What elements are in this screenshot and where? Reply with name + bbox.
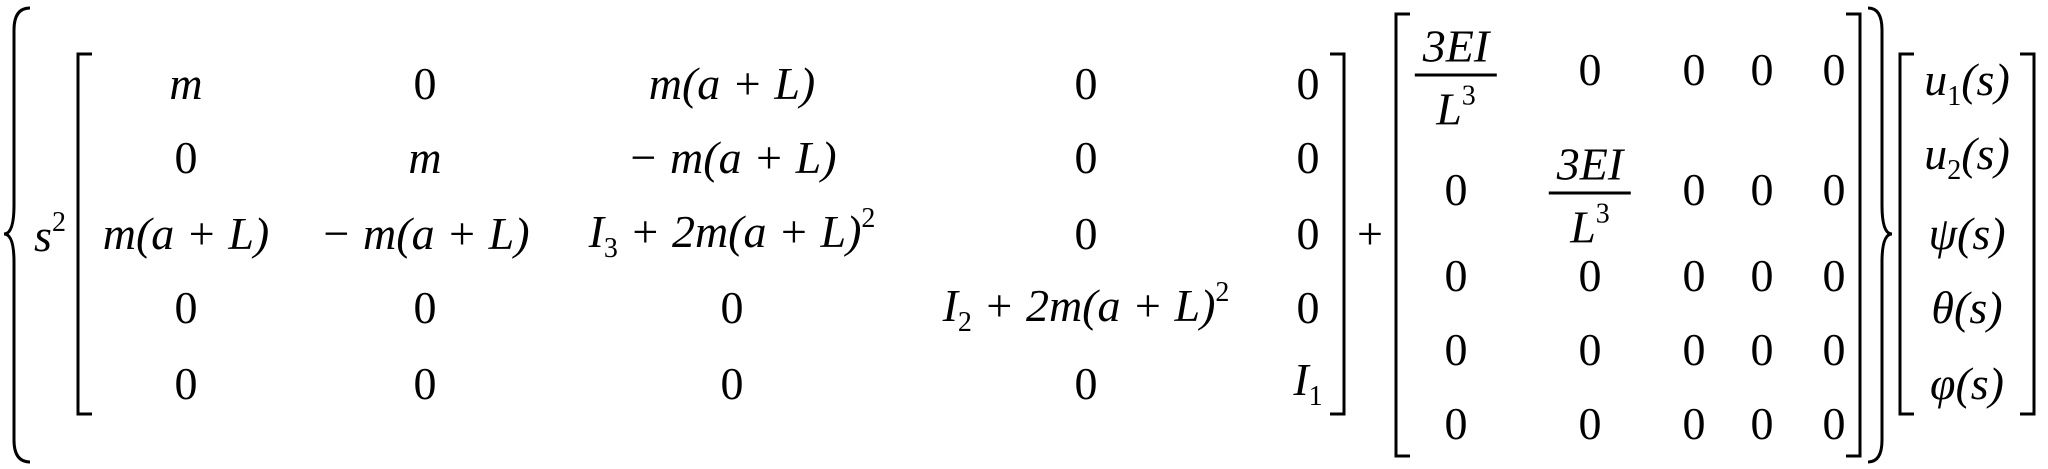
stiff-entry: 0 (1822, 164, 1846, 215)
mass-entry: 0 (1074, 208, 1098, 259)
mass-entry: 0 (174, 358, 198, 409)
vec-right-bracket (2020, 54, 2034, 414)
stiff-entry: 0 (1750, 44, 1774, 95)
vector-theta: θ(s) (1931, 282, 2003, 333)
stiff-entry: 0 (1750, 164, 1774, 215)
stiff-entry: 0 (1682, 164, 1706, 215)
mass-entry: − m(a + L) (627, 132, 837, 183)
right-brace (1868, 8, 1892, 462)
stiff-entry: 0 (1682, 44, 1706, 95)
stiff-right-bracket (1846, 14, 1860, 456)
mass-entry-i2: $I_2 + 2m(a + L)^2$ (942, 277, 1230, 338)
mass-entry: 0 (413, 58, 437, 109)
stiff-entry: 0 (1682, 398, 1706, 449)
vector-phi: φ(s) (1930, 358, 2004, 409)
mass-left-bracket (78, 54, 92, 414)
stiff-entry: 0 (1822, 398, 1846, 449)
mass-entry-i1: $I_1$ (1293, 354, 1323, 412)
stiff-entry: 0 (1682, 250, 1706, 301)
stiff-entry: 0 (1578, 44, 1602, 95)
mass-entry: m(a + L) (102, 208, 270, 259)
mass-entry: m (408, 132, 442, 183)
stiff-entry: 0 (1822, 44, 1846, 95)
vec-left-bracket (1900, 54, 1914, 414)
mass-entry: 0 (1074, 358, 1098, 409)
stiff-entry: 0 (1444, 250, 1468, 301)
stiff-entry: 0 (1578, 250, 1602, 301)
stiffness-fraction: $\frac{3EI}{L^3}$ (1549, 142, 1631, 251)
mass-entry: m (169, 58, 203, 109)
mass-entry: 0 (720, 282, 744, 333)
stiff-entry: 0 (1822, 250, 1846, 301)
plus-sign: + (1357, 208, 1383, 259)
stiff-entry: 0 (1444, 324, 1468, 375)
mass-entry: 0 (1296, 58, 1320, 109)
stiff-entry: 0 (1750, 250, 1774, 301)
stiff-entry: 0 (1682, 324, 1706, 375)
left-brace (4, 8, 30, 462)
stiff-entry: 0 (1750, 324, 1774, 375)
stiffness-fraction: $\frac{3EI}{L^3}$ (1415, 24, 1497, 133)
mass-entry-i3: $I_3 + 2m(a + L)^2$ (588, 203, 876, 264)
mass-right-bracket (1330, 54, 1344, 414)
mass-entry: − m(a + L) (320, 208, 530, 259)
stiff-entry: 0 (1444, 164, 1468, 215)
stiff-entry: 0 (1444, 398, 1468, 449)
mass-entry: m(a + L) (648, 58, 816, 109)
stiff-entry: 0 (1578, 398, 1602, 449)
stiff-entry: 0 (1822, 324, 1846, 375)
mass-entry: 0 (1074, 132, 1098, 183)
mass-entry: 0 (1074, 58, 1098, 109)
vector-u1: $u_1(s)$ (1924, 54, 2010, 112)
stiff-entry: 0 (1578, 324, 1602, 375)
mass-entry: 0 (1296, 132, 1320, 183)
mass-entry: 0 (174, 132, 198, 183)
mass-entry: 0 (413, 358, 437, 409)
vector-psi: ψ(s) (1928, 208, 2006, 259)
mass-entry: 0 (174, 282, 198, 333)
vector-u2: $u_2(s)$ (1924, 128, 2010, 186)
s-squared: $s^2$ (34, 207, 66, 261)
mass-entry: 0 (413, 282, 437, 333)
stiff-entry: 0 (1750, 398, 1774, 449)
mass-entry: 0 (720, 358, 744, 409)
stiff-left-bracket (1396, 14, 1410, 456)
mass-entry: 0 (1296, 208, 1320, 259)
mass-entry: 0 (1296, 282, 1320, 333)
